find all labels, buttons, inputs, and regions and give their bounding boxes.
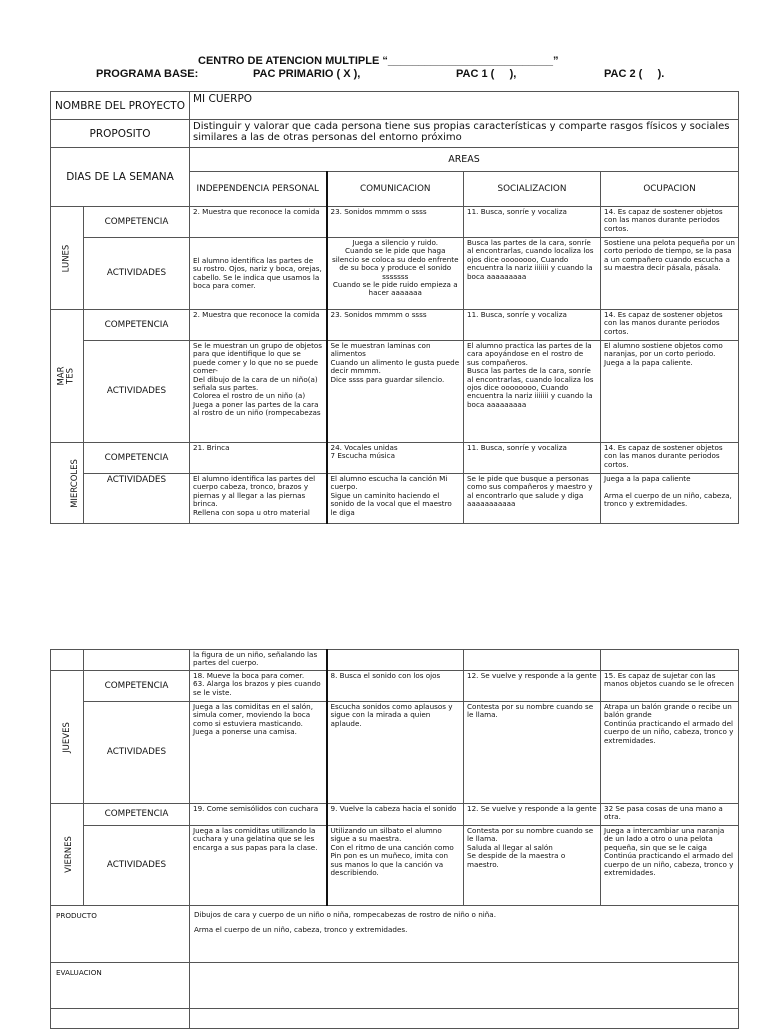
lunes-actividades-row [51,238,739,310]
martes-actividades-row [51,341,739,443]
proposito-value: Distinguir y valorar que cada persona tiene sus propias características y comparte rasgos físicos y sociales similares a las de otras personas del entorno próximo [190,120,739,148]
viernes-act-soc: Contesta por su nombre cuando se le llama. Saluda al llegar al salón Se despide de la maestra o maestro. [464,826,601,906]
continuation-ocu [601,650,739,671]
dias-label: DIAS DE LA SEMANA [51,148,190,207]
viernes-competencia-row [51,804,739,826]
continuation-soc [464,650,601,671]
center-title: CENTRO DE ATENCION MULTIPLE “___________________________” [198,55,559,67]
actividades-label: ACTIVIDADES [84,238,190,310]
jueves-act-ip: Juega a las comiditas en el salón, simula comer, moviendo la boca como si estuviera masticando. Juega a ponerse una camisa. [190,702,327,804]
lunes-act-soc: Busca las partes de la cara, sonríe al encontrarlas, cuando localiza los ojos dice oooooooo, Cuando encuentra la nariz iiiiiii y cuando la boca aaaaaaaaa [464,238,601,310]
project-name-row [51,92,739,120]
actividades-label: ACTIVIDADES [84,474,190,524]
producto-label: PRODUCTO [51,906,190,963]
producto-line-1: Dibujos de cara y cuerpo de un niño o niña, rompecabezas de rostro de niño o niña. [194,910,496,919]
lunes-act-ocu: Sostiene una pelota pequeña por un corto periodo de tiempo, se la pasa a un compañero cuando escucha a su maestra decir pásala, pásala. [601,238,739,310]
miercoles-competencia-row [51,443,739,474]
jueves-act-com: Escucha sonidos como aplausos y sigue con la mirada a quien aplaude. [327,702,464,804]
martes-comp-com: 23. Sonidos mmmm o ssss [327,310,464,341]
col-independencia: INDEPENDENCIA PERSONAL [190,172,327,207]
miercoles-actividades-row [51,474,739,524]
evaluacion-value [190,963,739,1009]
miercoles-act-ip: El alumno identifica las partes del cuerpo cabeza, tronco, brazos y piernas y al llegar a las piernas brinca. Rellena con sopa u otro material [190,474,327,524]
lunes-comp-ocu: 14. Es capaz de sostener objetos con las manos durante periodos cortos. [601,207,739,238]
jueves-comp-com: 8. Busca el sonido con los ojos [327,671,464,702]
viernes-actividades-row [51,826,739,906]
lunes-comp-com: 23. Sonidos mmmm o ssss [327,207,464,238]
jueves-act-soc: Contesta por su nombre cuando se le llama. [464,702,601,804]
day-viernes: VIERNES [51,804,84,906]
continuation-label-cell [84,650,190,671]
actividades-label: ACTIVIDADES [84,702,190,804]
competencia-label: COMPETENCIA [84,804,190,826]
lunes-comp-soc: 11. Busca, sonríe y vocaliza [464,207,601,238]
planning-table-page1 [50,91,739,524]
producto-line-2: Arma el cuerpo de un niño, cabeza, tronco y extremidades. [194,925,408,935]
martes-competencia-row [51,310,739,341]
continuation-day-cell [51,650,84,671]
col-socializacion: SOCIALIZACION [464,172,601,207]
jueves-act-ocu: Atrapa un balón grande o recibe un balón grande Continúa practicando el armado del cuerpo de un niño, cabeza, tronco y extremidades. [601,702,739,804]
day-jueves: JUEVES [51,671,84,804]
day-miercoles: MIERCOLES [51,443,84,524]
evaluacion-label: EVALUACION [51,963,190,1009]
miercoles-act-com: El alumno escucha la canción Mi cuerpo. Sigue un caminito haciendo el sonido de la vocal que el maestro le diga [327,474,464,524]
martes-act-ocu: El alumno sostiene objetos como naranjas, por un corto periodo. Juega a la papa caliente. [601,341,739,443]
trailing-row [51,1009,739,1029]
miercoles-comp-ocu: 14. Es capaz de sostener objetos con las manos durante periodos cortos. [601,443,739,474]
viernes-act-ip: Juega a las comiditas utilizando la cuchara y una gelatina que se les encarga a sus papas para la clase. [190,826,327,906]
programa-label: PROGRAMA BASE: [96,68,199,80]
col-comunicacion: COMUNICACION [327,172,464,207]
competencia-label: COMPETENCIA [84,443,190,474]
continuation-text: la figura de un niño, señalando las partes del cuerpo. [190,650,327,671]
actividades-label: ACTIVIDADES [84,826,190,906]
continuation-row [51,650,739,671]
pac-primario: PAC PRIMARIO ( X ), [253,68,361,80]
martes-act-ip: Se le muestran un grupo de objetos para que identifique lo que se puede comer y lo que no se puede comer- Del dibujo de la cara de un niño(a) señala sus partes. Colorea el rostro de un niño (a) Juega a poner las partes de la cara al rostro de un niño (rompecabezas [190,341,327,443]
lunes-act-com: Juega a silencio y ruido. Cuando se le pide que haga silencio se coloca su dedo enfrente de su boca y produce el sonido sssssss Cuando se le pide ruido empieza a hacer aaaaaaa [327,238,464,310]
jueves-comp-ocu: 15. Es capaz de sujetar con las manos objetos cuando se le ofrecen [601,671,739,702]
competencia-label: COMPETENCIA [84,310,190,341]
continuation-com [327,650,464,671]
nombre-label: NOMBRE DEL PROYECTO [51,92,190,120]
col-ocupacion: OCUPACION [601,172,739,207]
competencia-label: COMPETENCIA [84,207,190,238]
actividades-label: ACTIVIDADES [84,341,190,443]
miercoles-comp-com: 24. Vocales unidas 7 Escucha música [327,443,464,474]
areas-row [51,148,739,172]
pac-2: PAC 2 ( ). [604,68,665,80]
trailing-label-cell [51,1009,190,1029]
viernes-comp-ip: 19. Come semisólidos con cuchara [190,804,327,826]
miercoles-act-soc: Se le pide que busque a personas como sus compañeros y maestro y al encontrarlo que salude y diga aaaaaaaaaaa [464,474,601,524]
lunes-act-ip: El alumno identifica las partes de su rostro. Ojos, nariz y boca, orejas, cabello. Se le indica que usamos la boca para comer. [190,238,327,310]
viernes-comp-ocu: 32 Se pasa cosas de una mano a otra. [601,804,739,826]
competencia-label: COMPETENCIA [84,671,190,702]
viernes-comp-soc: 12. Se vuelve y responde a la gente [464,804,601,826]
martes-comp-ocu: 14. Es capaz de sostener objetos con las manos durante periodos cortos. [601,310,739,341]
miercoles-act-ocu: Juega a la papa caliente Arma el cuerpo de un niño, cabeza, tronco y extremidades. [601,474,739,524]
martes-act-com: Se le muestran laminas con alimentos Cuando un alimento le gusta puede decir mmmm. Dice ssss para guardar silencio. [327,341,464,443]
lunes-comp-ip: 2. Muestra que reconoce la comida [190,207,327,238]
producto-row [51,906,739,963]
trailing-value-cell [190,1009,739,1029]
miercoles-comp-ip: 21. Brinca [190,443,327,474]
proposito-label: PROPOSITO [51,120,190,148]
viernes-comp-com: 9. Vuelve la cabeza hacia el sonido [327,804,464,826]
planning-table-page2 [50,649,739,1029]
evaluacion-row [51,963,739,1009]
nombre-value: MI CUERPO [190,92,739,120]
producto-value [190,906,739,963]
martes-act-soc: El alumno practica las partes de la cara apoyándose en el rostro de sus compañeros. Busca las partes de la cara, sonríe al encontrarlas, cuando localiza los ojos dice oooooooo, Cuando encuentra la nariz iiiiiii y cuando la boca aaaaaaaaa [464,341,601,443]
viernes-act-com: Utilizando un silbato el alumno sigue a su maestra. Con el ritmo de una canción como Pin pon es un muñeco, imita con sus manos lo que la canción va describiendo. [327,826,464,906]
martes-comp-ip: 2. Muestra que reconoce la comida [190,310,327,341]
day-lunes: LUNES [51,207,84,310]
lunes-competencia-row [51,207,739,238]
jueves-comp-ip: 18. Mueve la boca para comer. 63. Alarga los brazos y pies cuando se le viste. [190,671,327,702]
pac-1: PAC 1 ( ), [456,68,517,80]
jueves-actividades-row [51,702,739,804]
proposito-row [51,120,739,148]
day-martes: MAR TES [51,310,84,443]
viernes-act-ocu: Juega a intercambiar una naranja de un lado a otro o una pelota pequeña, sin que se le caiga Continúa practicando el armado del cuerpo de un niño, cabeza, tronco y extremidades. [601,826,739,906]
jueves-competencia-row [51,671,739,702]
areas-label: AREAS [190,148,739,172]
martes-comp-soc: 11. Busca, sonríe y vocaliza [464,310,601,341]
jueves-comp-soc: 12. Se vuelve y responde a la gente [464,671,601,702]
miercoles-comp-soc: 11. Busca, sonríe y vocaliza [464,443,601,474]
